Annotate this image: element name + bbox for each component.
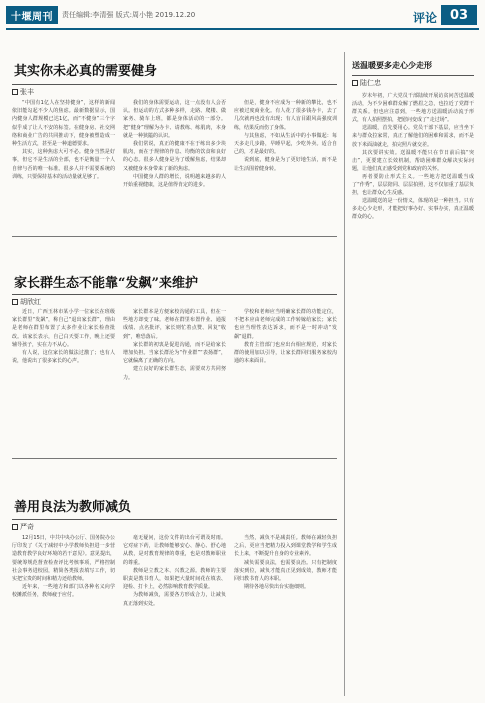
page-number-badge: 03 [441,5,477,25]
right-column-rule [352,75,474,76]
article1-paragraph: 与其焦虑，不如从生活中的小事做起：每天多走几步路，早睡早起，少吃外卖。适合自己的，才是最好的。 [234,132,337,156]
article3-paragraph: 期待各地尽快出台实施细则。 [244,584,310,591]
article2-headline: 家长群生态不能靠“发飙”来维护 [14,276,198,291]
article3-rule [12,519,337,520]
article2-rule [12,294,337,295]
article1-headline: 其实你未必真的需要健身 [14,64,158,79]
article-divider [12,236,337,237]
article1-paragraph: 我们的身体需要运动，这一点没有人会否认。但运动的方式多种多样，走路、爬楼、做家务、骑车上班，都是身体活动的一部分。把“健身”理解为办卡、请教练、练肌肉，本身就是一种狭隘的认识。 [123,100,226,139]
article3-column-1 [12,534,115,694]
article1-rule [12,84,337,85]
masthead-logo: 十堰周刊 [6,6,58,24]
article2-paragraph: 有人说，这位家长的做法过激了；也有人说，他说出了很多家长的心声。 [12,350,115,365]
byline-marker-icon [352,80,358,86]
article1-paragraph: 中国健身人群的增长，说明越来越多的人开始重视健康，这是值得肯定的进步。 [123,173,226,189]
article2-column-3 [234,308,337,450]
article2-paragraph: 教育主管部门也应出台相应规范，对家长群的使用加以引导，让家长群回归服务家校沟通的本来面目。 [234,341,337,365]
article2-paragraph: 近日，广西玉林市某小学一位家长在班级家长群里“发飙”，称自己“退出家长群”，理由是老师在群里布置了太多作业让家长检查批改。该家长表示，自己白天要工作，晚上还要辅导孩子，实在力不从心。 [12,309,115,348]
article3-paragraph: 当然，减负不是减责任。教师在减轻负担之后，更应当把精力投入到课堂教学和学生成长上来，不断提升自身的专业素养。 [234,535,337,558]
right-column-byline [352,78,381,88]
column-divider [344,52,345,696]
article1-paragraph: 但是，健身不应成为一种新的攀比，也不应被过度商业化。有人花了很多钱办卡，去了几次就再也没有出现；有人盲目跟风高强度训练，结果反而伤了身体。 [234,100,337,131]
article3-column-3 [234,534,337,694]
article1-paragraph: 我们常说，真正的健康不在于练出多少块肌肉，而在于规律的作息、均衡的饮食和良好的心态。很多人健身是为了缓解焦虑，结果却又被健身本身带来了新的焦虑。 [123,141,226,172]
article1-column-2 [123,99,226,227]
byline-marker-icon [12,299,18,305]
article1-paragraph: “中国有1亿人在坚持健身”，这样的新闻依旧能勾起不少人的焦虑。最新数据显示，国内健身人群规模已达1亿，而“不健身”三个字似乎成了让人不安的标签。在健身房、社交网络和商业广告的共同推动下，健身被塑造成一种生活方式，甚至是一种道德要求。 [12,100,115,148]
article1-body [12,99,337,227]
article3-paragraph: 减负需要良法，也需要良治。只有把制度落实到位，减负才能真正见到成效，教师才能回归教书育人的本职。 [234,559,337,583]
article3-paragraph: 近年来，一些地方和部门以各种名义向学校摊派任务，教师疲于应付。 [12,584,115,599]
right-column-body [352,92,474,696]
article2-paragraph: 家长群本是方便家校沟通的工具，但在一些地方却变了味。老师在群里布置作业、通报成绩、点名批评，家长则忙着点赞、回复“收到”，唯恐落后。 [123,309,226,340]
section-label: 评论 [412,11,437,25]
right-column-paragraph: 岁末年初，广大党员干部陆续开展访贫问苦送温暖活动，为不少困难群众解了燃眉之急，也拉近了党群干群关系。但也应注意到，一些地方送温暖活动流于形式，有人拍照摆拍，把慰问变成了“走过场”。 [352,93,474,124]
article1-column-1 [12,99,115,227]
article-divider [12,458,337,459]
article3-paragraph: 教师是立教之本、兴教之源。教师的主要职责是教书育人，如果把大量时间花在填表、迎检、打卡上，必然影响教育教学质量。 [123,567,226,591]
article3-byline [12,522,34,532]
article1-paragraph: 说到底，健身是为了更好地生活，而不是让生活围着健身转。 [234,157,337,172]
article3-headline: 善用良法为教师减负 [14,500,132,515]
byline-marker-icon [12,524,18,530]
article3-paragraph: 毫无疑问，这份文件的出台可谓及时雨。它对症下药，让教师能够安心、静心、舒心地从教，是对教育规律的尊重，也是对教师职业的尊重。 [123,535,226,566]
article1-byline [12,87,34,97]
article1-paragraph: 其实，这种焦虑大可不必。健身当然是好事，但它不是生活的全部，也不是衡量一个人自律与否的唯一标准。很多人并不需要系统的训练，只要保持基本的活动量就足够了。 [12,149,115,180]
article2-paragraph: 家长群的初衷是促进沟通，而不是给家长增加负担。当家长群沦为“作业群”“表扬群”，它就偏离了正确的方向。 [123,341,226,365]
article3-column-2 [123,534,226,694]
article3-author: 严奇 [20,523,34,531]
article2-column-2 [123,308,226,450]
right-column-paragraph: 送温暖送的是一份情义，体现的是一种担当。只有多走心少走形，才能把好事办好、实事办实，真正温暖群众的心。 [352,198,474,221]
right-column-paragraph: 再者要防止形式主义。一些地方把送温暖当成了“作秀”，层层陪同、层层拍照，这不仅加重了基层负担，也让群众心生反感。 [352,173,474,197]
article2-author: 胡欣红 [20,298,41,306]
right-column-paragraph: 送温暖，首先要用心。党员干部下基层，应当坐下来与群众拉家常，真正了解他们的困难和需求，而不是放下米面油就走，拍完照片就交差。 [352,125,474,148]
article3-paragraph: 为教师减负，需要各方形成合力，让减负真正落到实处。 [123,592,226,607]
article2-body [12,308,337,450]
article2-paragraph: 学校和老师应当明确家长群的功能定位，不把本应由老师完成的工作转嫁给家长；家长也应当理性表达诉求，而不是一时冲动“发飙”退群。 [234,309,337,340]
article1-column-3 [234,99,337,227]
header-divider [6,28,479,30]
right-column-author: 陆仁忠 [360,79,381,87]
editor-credits: 责任编辑:李清强 版式:周小艳 2019.12.20 [62,11,196,19]
article3-paragraph: 12月15日，中共中央办公厅、国务院办公厅印发了《关于减轻中小学教师负担进一步营造教育教学良好环境的若干意见》。意见提出，要统筹规范督查检查评比考核事项，严格控制社会事务进校园，精简各类报表填写工作，切实把宝贵的时间和精力还给教师。 [12,535,115,583]
article1-author: 张丰 [20,88,34,96]
right-column-paragraph: 其次要讲实效。送温暖不能只在节日前后搞“突击”，更要建立长效机制，帮助困难群众解决实际问题，让他们真正感受到党和政府的关怀。 [352,149,474,172]
article2-byline [12,297,41,307]
right-column-headline: 送温暖要多走心少走形 [352,60,432,70]
article2-column-1 [12,308,115,450]
byline-marker-icon [12,89,18,95]
article2-paragraph: 建立良好的家长群生态，需要双方共同努力。 [123,366,226,381]
article3-body [12,534,337,694]
